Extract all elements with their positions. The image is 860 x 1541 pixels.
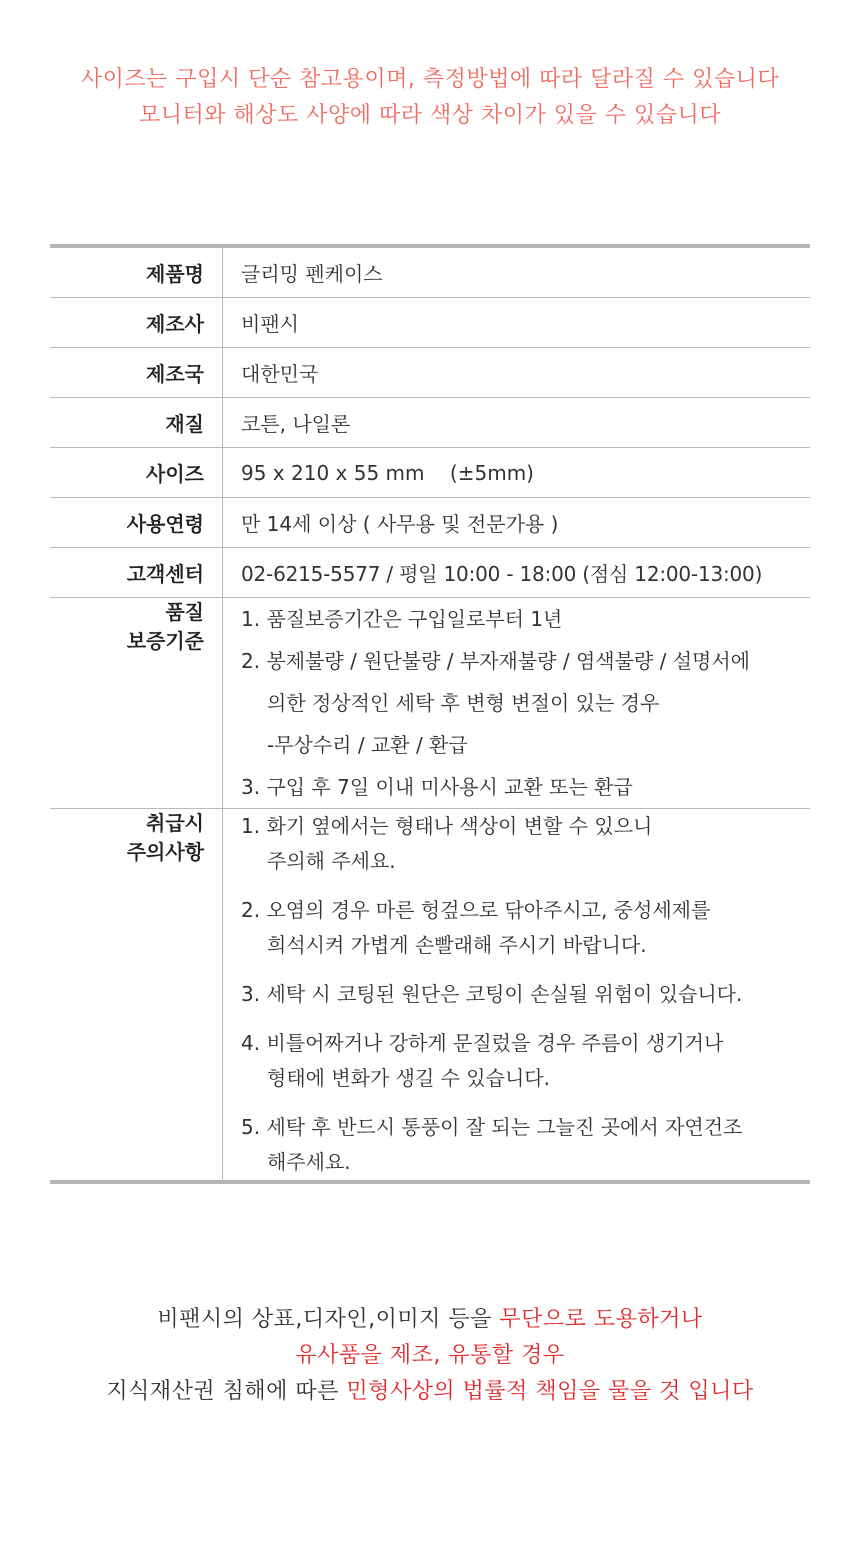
- copyright-notice: [0, 1302, 860, 1410]
- care-item: [241, 977, 810, 1012]
- spec-value: 02-6215-5577 / 평일 10:00 - 18:00 (점심 12:00-13:00): [223, 548, 811, 598]
- spec-label: 재질: [50, 398, 223, 448]
- spec-row-size: [50, 448, 810, 498]
- care-item: [241, 1026, 810, 1096]
- spec-row-age: [50, 498, 810, 548]
- care-item-line: 희석시켜 가볍게 손빨래해 주시기 바랍니다.: [267, 933, 647, 957]
- care-item-line: 2. 오염의 경우 마른 헝겊으로 닦아주시고, 중성세제를: [241, 898, 711, 922]
- warranty-line: 의한 정상적인 세탁 후 변형 변절이 있는 경우: [267, 691, 660, 715]
- care-item-line: 주의해 주세요.: [267, 849, 396, 873]
- spec-value: 코튼, 나일론: [223, 398, 811, 448]
- care-item-line: 5. 세탁 후 반드시 통풍이 잘 되는 그늘진 곳에서 자연건조: [241, 1115, 743, 1139]
- warranty-line: 3. 구입 후 7일 이내 미사용시 교환 또는 환급: [241, 775, 633, 799]
- care-content: [223, 809, 811, 1183]
- care-item-line: 4. 비틀어짜거나 강하게 문질렀을 경우 주름이 생기거나: [241, 1031, 724, 1055]
- spec-row-manufacturer: [50, 298, 810, 348]
- footer-line-1: [0, 1302, 860, 1338]
- spec-row-warranty: [50, 598, 810, 809]
- spec-label: 사이즈: [50, 448, 223, 498]
- spec-value: 대한민국: [223, 348, 811, 398]
- spec-value: 95 x 210 x 55 mm (±5mm): [223, 448, 811, 498]
- footer-line-3: [0, 1374, 860, 1410]
- warranty-label: [50, 598, 223, 809]
- spec-value: 비팬시: [223, 298, 811, 348]
- notice-line-1: 사이즈는 구입시 단순 참고용이며, 측정방법에 따라 달라질 수 있습니다: [80, 67, 780, 92]
- spec-label: 사용연령: [50, 498, 223, 548]
- warranty-line: -무상수리 / 교환 / 환급: [267, 733, 468, 757]
- care-item-line: 형태에 변화가 생길 수 있습니다.: [267, 1066, 550, 1090]
- spec-label: 제조국: [50, 348, 223, 398]
- footer-text: 비팬시의 상표,디자인,이미지 등을: [157, 1307, 500, 1332]
- spec-label: 제품명: [50, 246, 223, 298]
- spec-row-customer-center: [50, 548, 810, 598]
- care-item: [241, 893, 810, 963]
- care-item-line: 해주세요.: [267, 1150, 351, 1174]
- footer-warning-text: 민형사상의 법률적 책임을 물을 것 입니다: [346, 1379, 754, 1404]
- product-spec-table: [50, 244, 810, 1184]
- notice: [0, 62, 860, 134]
- care-label-line-2: 주의사항: [126, 840, 204, 864]
- care-item-line: 3. 세탁 시 코팅된 원단은 코팅이 손실될 위험이 있습니다.: [241, 982, 743, 1006]
- care-item: [241, 809, 810, 879]
- spec-label: 고객센터: [50, 548, 223, 598]
- warranty-line: 1. 품질보증기간은 구입일로부터 1년: [241, 607, 563, 631]
- footer-warning-text: 유사품을 제조, 유통할 경우: [295, 1343, 565, 1368]
- spec-label: 제조사: [50, 298, 223, 348]
- care-label-line-1: 취급시: [146, 811, 204, 835]
- footer-warning-text: 무단으로 도용하거나: [499, 1307, 703, 1332]
- notice-line-2: 모니터와 해상도 사양에 따라 색상 차이가 있을 수 있습니다: [139, 103, 721, 128]
- warranty-label-line-2: 보증기준: [126, 629, 204, 653]
- footer-line-2: [0, 1338, 860, 1374]
- spec-value: 만 14세 이상 ( 사무용 및 전문가용 ): [223, 498, 811, 548]
- spec-value: 글리밍 펜케이스: [223, 246, 811, 298]
- care-label: [50, 809, 223, 1183]
- warranty-content: [223, 598, 811, 809]
- spec-row-care: [50, 809, 810, 1183]
- spec-row-country: [50, 348, 810, 398]
- care-item: [241, 1110, 810, 1180]
- spec-row-material: [50, 398, 810, 448]
- spec-row-product-name: [50, 246, 810, 298]
- footer-text: 지식재산권 침해에 따른: [106, 1379, 347, 1404]
- warranty-label-line-1: 품질: [165, 600, 204, 624]
- care-item-line: 1. 화기 옆에서는 형태나 색상이 변할 수 있으니: [241, 814, 653, 838]
- warranty-line: 2. 봉제불량 / 원단불량 / 부자재불량 / 염색불량 / 설명서에: [241, 649, 750, 673]
